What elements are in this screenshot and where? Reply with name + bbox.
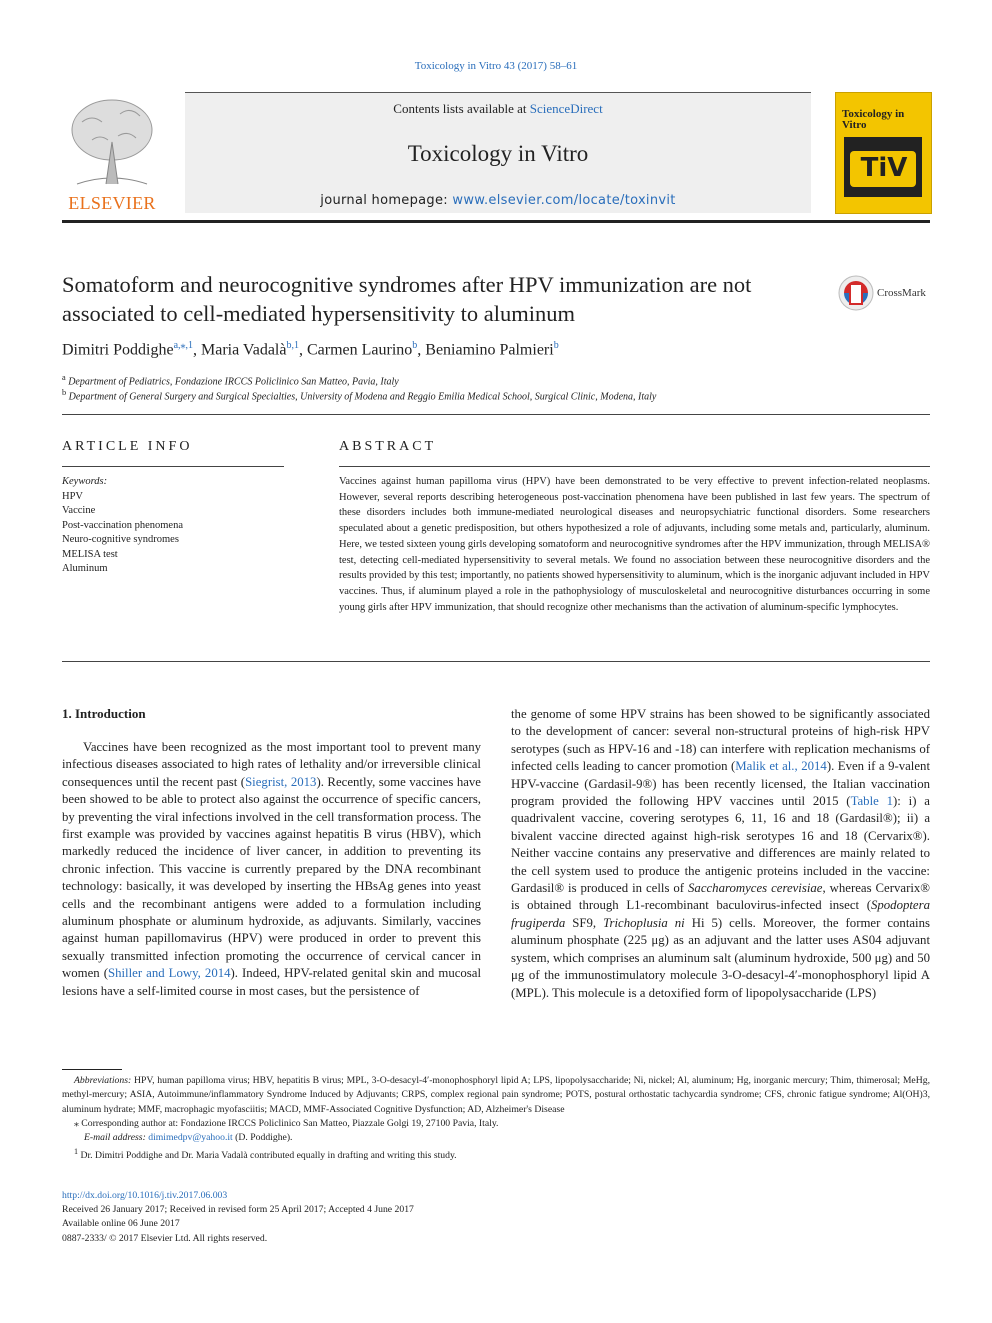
author-name: Beniamino Palmieri (425, 341, 554, 359)
header-rule (62, 220, 930, 223)
footnote-rule (62, 1069, 122, 1070)
abstract-text: Vaccines against human papilloma virus (HPV) have been demonstrated to be very effective to prevent infection-related neoplasms. However, several reports describing heterogeneous post-vaccination phenomena have been published in last few years. The spectrum of these disorders includes both immune-mediated neurological diseases and neuropsychiatric functional disorders. Some researchers speculated about a genetic predisposition, but others hypothesized a role of adjuvants, including some metals and, particularly, aluminum. Here, we tested sixteen young girls developing somatoform and neurocognitive syndromes after the HPV immunization, through MELISA® test, detecting cell-mediated hypersensitivity to several metals. We found no association between these neurocognitive disorders and the results provided by this test; importantly, no patients showed hypersensitivity to aluminum, which is the inorganic adjuvant included in HPV vaccines. Thus, if aluminum played a role in the pathophysiology of musculoskeletal and neurocognitive disturbances occurring in some young girls after HPV immunization, that should recognize other mechanisms than the activation of aluminum-specific lymphocytes. (339, 476, 930, 613)
keywords-label: Keywords: (62, 476, 108, 487)
author-name: Dimitri Poddighe (62, 341, 174, 359)
text-run: Hi 5) cells. Moreover, the former contains aluminum phosphate (225 μg) as an adjuvant and the latter uses AS04 adjuvant system, which comprises an aluminum salt (aluminum hydroxide, 500 μg) and 50 μg of the immunostimulatory molecule 3-O-desacyl-4′-monophosphoryl lipid A (MPL). This molecule is a detoxified form of lipopolysaccharide (LPS) (511, 915, 930, 1000)
sciencedirect-link[interactable]: ScienceDirect (529, 101, 603, 116)
abbreviations-footnote: Abbreviations: HPV, human papilloma virus; HBV, hepatitis B virus; MPL, 3-O-desacyl-4′-monophosphoryl lipid A; LPS, lipopolysaccharide; Ni, nickel; Al, aluminum; Hg, inorganic mercury; Thim, thimerosal; MeHg, methyl-mercury; ASIA, Autoimmune/inflammatory Syndrome Induced by Adjuvants; CRPS, complex regional pain syndrome; POTS, postural orthostatic tachycardia syndrome; CFS, chronic fatigue syndrome; Al(OH)3, aluminum hydrate; MMF, macrophagic myofasciitis; MACD, MMF-Associated Cognitive Dysfunction; AD, Alzheimer's Disease (62, 1075, 930, 1115)
journal-name: Toxicology in Vitro (407, 141, 589, 166)
italic-term: Saccharomyces cerevisiae (688, 881, 823, 896)
author-name: Carmen Laurino (306, 341, 413, 359)
journal-citation[interactable]: Toxicology in Vitro 43 (2017) 58–61 (414, 60, 578, 72)
cover-title: Toxicology in Vitro (842, 108, 905, 131)
body-column-right (511, 706, 930, 1002)
divider (339, 466, 930, 467)
email-footnote: E-mail address: dimimedpv@yahoo.it (D. Poddighe). (84, 1132, 293, 1144)
introduction-heading: 1. Introduction (62, 706, 146, 721)
equal-contribution-footnote: $^1$ Dr. Dimitri Poddighe and Dr. Maria Vadalà contributed equally in drafting and writing this study. (74, 1147, 457, 1162)
body-column-left (62, 739, 481, 1000)
received-dates: Received 26 January 2017; Received in revised form 25 April 2017; Accepted 4 June 2017 (62, 1204, 414, 1216)
citation-link[interactable]: Table 1 (850, 794, 894, 809)
footnotes (62, 1074, 930, 1164)
author-name: Maria Vadalà (201, 341, 287, 359)
text-run: ): i) a quadrivalent vaccine, covering serotypes 6, 11, 16 and 18 (Gardasil®); ii) a bivalent vaccine directed against high-risk serotypes 16 and 18 (Cervarix®). Neither vaccine contains any preservative and differences are mainly related to the cell system used to produce the antigenic proteins included in the vaccine: Gardasil® is produced in cells of (511, 794, 930, 896)
citation-link[interactable]: Malik et al., 2014 (735, 759, 827, 774)
author-affiliation-mark[interactable]: b,1 (286, 340, 299, 351)
divider (62, 661, 930, 662)
text-run: Vaccines have been recognized as the most important tool to prevent many infectious diseases associated to high rates of lethality and/or irreversible clinical consequences until the recent past ( (62, 740, 481, 789)
journal-cover-image (835, 92, 932, 214)
homepage-link[interactable]: www.elsevier.com/locate/toxinvit (452, 193, 676, 208)
keyword: MELISA test (62, 548, 118, 560)
text-run: the genome of some HPV strains has been showed to be significantly associated to the development of cancer: several non-structural proteins of high-risk HPV serotypes (such as HPV-16 and -18) can interfere with replication mechanisms of infected cells leading to cancer promotion ( (511, 707, 930, 774)
cover-abbrev: TiV (860, 153, 908, 183)
publication-info (62, 1189, 414, 1246)
keyword: HPV (62, 490, 84, 502)
italic-term: Spodoptera frugiperda (511, 898, 930, 930)
citation-link[interactable]: Siegrist, 2013 (245, 774, 317, 789)
paragraph (511, 706, 930, 1002)
crossmark-label: CrossMark (877, 287, 926, 299)
author-affiliation-mark[interactable]: a,⁎,1 (173, 340, 194, 351)
author-list: Dimitri Poddighe$^{a,⁎,1}$, Maria Vadalà$^{b,1}$, Carmen Laurino$^b$, Beniamino Palmieri$^b$ (62, 340, 559, 359)
email-link[interactable]: dimimedpv@yahoo.it (148, 1132, 233, 1144)
citation-link[interactable]: Shiller and Lowy, 2014 (107, 966, 231, 981)
text-run: ). Indeed, HPV-related genital skin and mucosal lesions have a self-limited course in most cases, but the persistence of (62, 966, 482, 998)
article-info-heading: ARTICLE INFO (62, 439, 193, 454)
journal-homepage: journal homepage: www.elsevier.com/locate/toxinvit (320, 193, 676, 208)
italic-term: Trichoplusia ni (603, 915, 685, 930)
affiliation-b: $^b$ Department of General Surgery and Surgical Specialties, University of Modena and Reggio Emilia Medical School, Surgical Clinic, Modena, Italy (62, 388, 657, 403)
affiliation-a: $^a$ Department of Pediatrics, Fondazione IRCCS Policlinico San Matteo, Pavia, Italy (62, 373, 399, 388)
divider (62, 414, 930, 415)
author-affiliation-mark[interactable]: b (412, 340, 418, 351)
divider (62, 466, 284, 467)
text-run: ). Even if a 9-valent HPV-vaccine (Gardasil-9®) has been recently licensed, the Italian vaccination program provided the following HPV vaccines until 2015 ( (511, 759, 930, 809)
online-date: Available online 06 June 2017 (62, 1218, 180, 1230)
elsevier-wordmark: ELSEVIER (68, 193, 156, 213)
keyword: Neuro-cognitive syndromes (62, 534, 179, 545)
text-run: , whereas Cervarix® is obtained through L1-recombinant baculovirus-infected insect ( (511, 881, 931, 913)
paragraph (62, 739, 481, 1000)
author-affiliation-mark[interactable]: b (553, 340, 559, 351)
contents-line: Contents lists available at ScienceDirect (393, 101, 603, 116)
keyword: Post-vaccination phenomena (62, 519, 184, 531)
copyright: 0887-2333/ © 2017 Elsevier Ltd. All rights reserved. (62, 1232, 268, 1244)
keyword: Aluminum (62, 563, 108, 574)
doi-link[interactable]: http://dx.doi.org/10.1016/j.tiv.2017.06.003 (62, 1190, 228, 1201)
text-run: SF9, (565, 915, 604, 930)
abstract-heading: ABSTRACT (339, 439, 437, 454)
corresponding-footnote: ⁎ Corresponding author at: Fondazione IRCCS Policlinico San Matteo, Piazzale Golgi 19, 27100 Pavia, Italy. (74, 1117, 499, 1129)
crossmark-icon (838, 275, 874, 311)
text-run: ). Recently, some vaccines have been showed to be able to protect also against the occurrence of specific cancers, by preventing the viral infections involved in the cell transformation process. The first example was provided by vaccines against hepatitis B virus (HBV), which markedly reduced the incidence of liver cancer, in addition to preventing its chronic infection. This vaccine is currently prepared by the DNA recombinant technology: basically, it was developed by inserting the HBsAg genes into yeast cells and the recombinant antigens were added to a formulation including aluminum phosphate or aluminum hydroxide, as adjuvants. Similarly, vaccines against human papillomavirus (HPV) were produced in order to prevent this sexually transmitted infection promoting the occurrence of cervical cancer in women ( (62, 774, 481, 981)
crossmark-badge[interactable] (838, 275, 932, 311)
keyword: Vaccine (62, 505, 96, 516)
article-title: Somatoform and neurocognitive syndromes after HPV immunization are not associated to cell-mediated hypersensitivity to aluminum (62, 272, 752, 326)
keywords-block (62, 475, 284, 577)
